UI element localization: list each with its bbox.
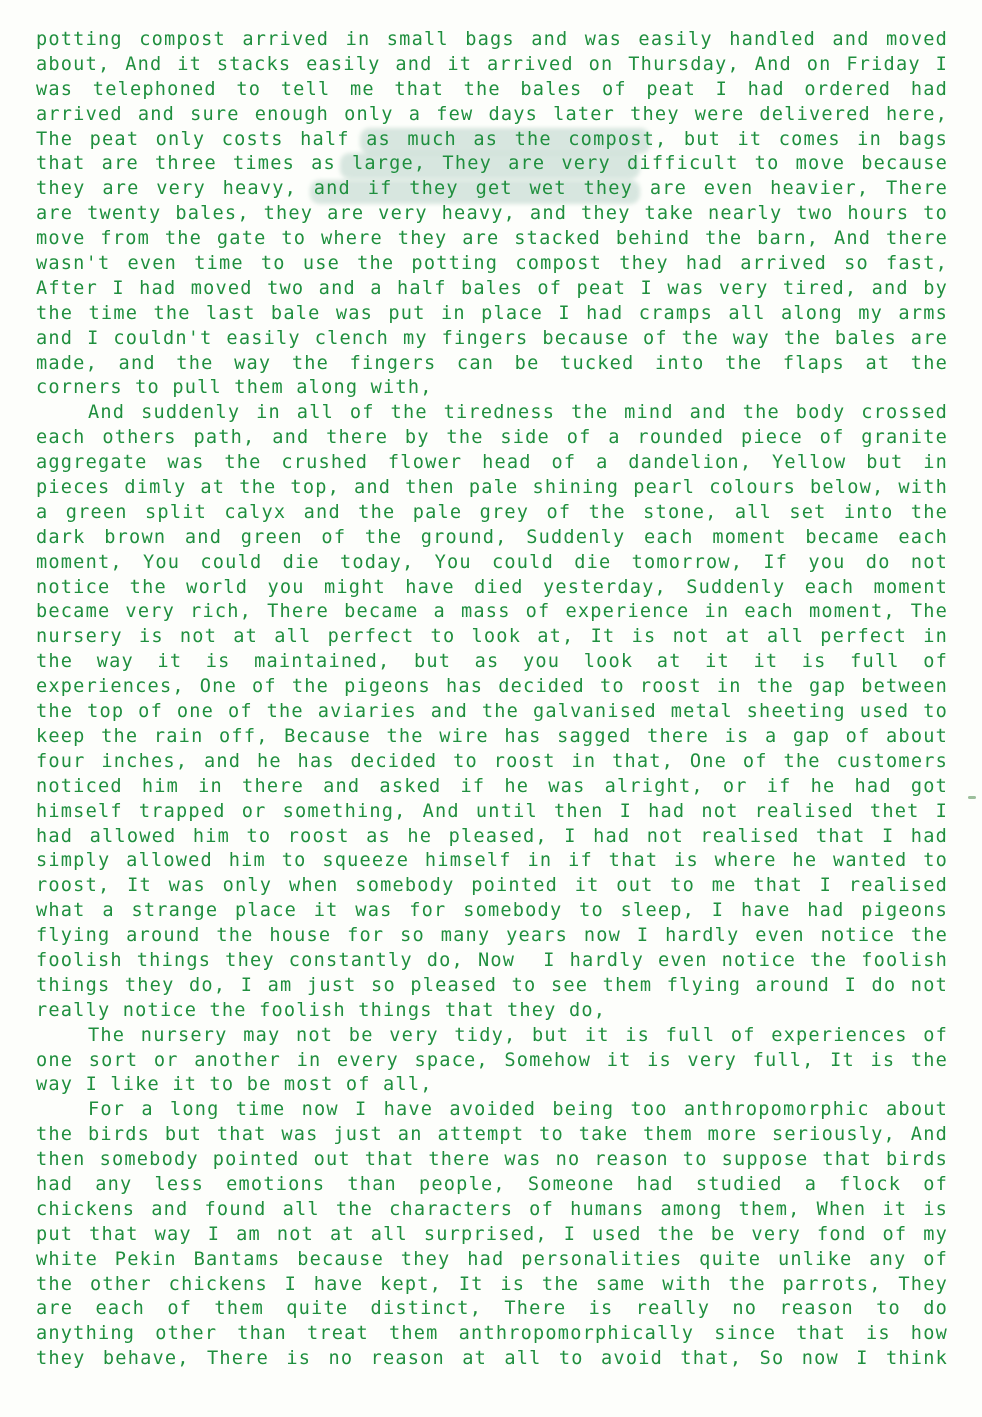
text-line: the way it is maintained, but as you look at it it is full of [36,651,948,673]
text-line: they are very heavy, and if they get wet they are even heavier, There [36,178,948,200]
text-line: way I like it to be most of all, [36,1074,433,1096]
text-line: For a long time now I have avoided being too anthropomorphic about [88,1099,948,1121]
typed-text-body [36,28,948,1372]
text-line: are each of them quite distinct, There is really no reason to do [36,1298,948,1320]
text-line: The peat only costs half as much as the compost, but it comes in bags [36,128,948,150]
text-line: move from the gate to where they are stacked behind the barn, And there [36,228,948,250]
text-line: roost, It was only when somebody pointed it out to me that I realised [36,875,948,897]
text-line: each others path, and there by the side of a rounded piece of granite [36,427,948,449]
text-line: four inches, and he has decided to roost in that, One of the customers [36,750,948,772]
text-line: the time the last bale was put in place I had cramps all along my arms [36,302,948,324]
text-line: that are three times as large, They are very difficult to move because [36,153,948,175]
text-line: put that way I am not at all surprised, I used the be very fond of my [36,1223,948,1245]
text-line: a green split calyx and the pale grey of the stone, all set into the [36,501,948,523]
text-line: made, and the way the fingers can be tucked into the flaps at the [36,352,948,374]
text-line: what a strange place it was for somebody to sleep, I have had pigeons [36,900,948,922]
text-line: the other chickens I have kept, It is the same with the parrots, They [36,1273,948,1295]
text-line: things they do, I am just so pleased to see them flying around I do not [36,974,948,996]
text-line: then somebody pointed out that there was no reason to suppose that birds [36,1149,948,1171]
text-line: potting compost arrived in small bags and was easily handled and moved [36,29,948,50]
text-line: notice the world you might have died yesterday, Suddenly each moment [36,576,948,598]
ink-speck [968,796,976,799]
text-line: aggregate was the crushed flower head of a dandelion, Yellow but in [36,452,948,474]
text-line: simply allowed him to squeeze himself in if that is where he wanted to [36,850,948,872]
text-line: keep the rain off, Because the wire has sagged there is a gap of about [36,725,948,747]
text-line: one sort or another in every space, Somehow it is very full, It is the [36,1049,948,1071]
text-line: And suddenly in all of the tiredness the mind and the body crossed [88,402,948,424]
text-line: the birds but that was just an attempt to take them more seriously, And [36,1124,948,1146]
text-line: really notice the foolish things that they do, [36,999,607,1021]
text-line: noticed him in there and asked if he was alright, or if he had got [36,775,948,797]
text-line: they behave, There is no reason at all to avoid that, So now I think [36,1348,948,1370]
text-line: foolish things they constantly do, Now I hardly even notice the foolish [36,949,948,971]
text-line: had any less emotions than people, Someone had studied a flock of [36,1173,948,1195]
text-line: The nursery may not be very tidy, but it is full of experiences of [88,1024,948,1046]
text-line: chickens and found all the characters of humans among them, When it is [36,1198,948,1220]
text-line: nursery is not at all perfect to look at, It is not at all perfect in [36,626,948,648]
text-line: are twenty bales, they are very heavy, and they take nearly two hours to [36,203,948,225]
text-line: dark brown and green of the ground, Suddenly each moment became each [36,526,948,548]
text-line: himself trapped or something, And until then I had not realised thet I [36,800,948,822]
text-line: wasn't even time to use the potting compost they had arrived so fast, [36,253,948,275]
text-line: corners to pull them along with, [36,377,433,399]
text-line: and I couldn't easily clench my fingers because of the way the bales are [36,327,948,349]
text-line: moment, You could die today, You could die tomorrow, If you do not [36,551,948,573]
text-line: pieces dimly at the top, and then pale shining pearl colours below, with [36,477,948,499]
text-line: white Pekin Bantams because they had personalities quite unlike any of [36,1248,948,1270]
text-line: had allowed him to roost as he pleased, I had not realised that I had [36,825,948,847]
text-line: After I had moved two and a half bales of peat I was very tired, and by [36,277,948,299]
text-line: the top of one of the aviaries and the galvanised metal sheeting used to [36,701,948,723]
text-line: was telephoned to tell me that the bales of peat I had ordered had [36,78,948,100]
text-line: anything other than treat them anthropomorphically since that is how [36,1323,948,1345]
text-line: flying around the house for so many years now I hardly even notice the [36,925,948,947]
text-line: became very rich, There became a mass of experience in each moment, The [36,601,948,623]
text-line: experiences, One of the pigeons has decided to roost in the gap between [36,676,948,698]
text-line: about, And it stacks easily and it arrived on Thursday, And on Friday I [36,53,948,75]
text-line: arrived and sure enough only a few days later they were delivered here, [36,103,948,125]
